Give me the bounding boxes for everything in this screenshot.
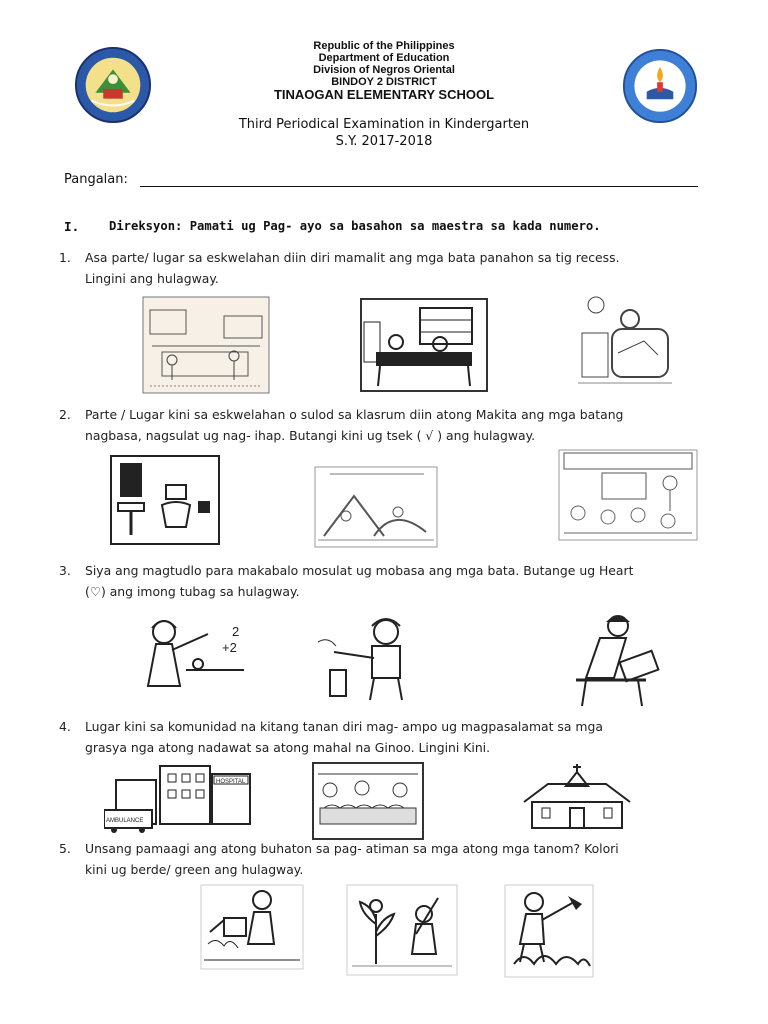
carpenter-picture[interactable] [556, 606, 662, 712]
library-picture[interactable] [360, 298, 488, 392]
firefighter-picture[interactable] [314, 612, 430, 706]
section-numeral: I. [64, 219, 80, 234]
watering-plants-picture[interactable] [200, 884, 304, 970]
question-line: (♡) ang imong tubag sa hulagway. [85, 584, 300, 599]
name-blank-line[interactable] [140, 186, 698, 187]
church-picture[interactable] [518, 762, 636, 832]
division-line: Division of Negros Oriental [313, 64, 455, 76]
question-number: 3. [59, 563, 71, 578]
school-year: S.Y. 2017-2018 [335, 134, 433, 149]
market-picture[interactable] [312, 762, 424, 840]
question-3 [59, 560, 725, 602]
math-board-top: 2 [232, 624, 240, 639]
canteen-picture[interactable] [142, 296, 270, 394]
question-line: nagbasa, nagsulat ug nag- ihap. Butangi kini ug tsek ( √ ) ang hulagway. [85, 428, 536, 443]
school-name: TINAOGAN ELEMENTARY SCHOOL [273, 87, 495, 102]
gardening-picture[interactable] [346, 884, 458, 976]
question-line: Asa parte/ lugar sa eskwelahan diin diri mamalit ang mga bata panahon sa tig recess. [85, 250, 620, 265]
question-4 [59, 716, 725, 758]
reading-child-picture[interactable] [572, 293, 678, 399]
republic-line: Republic of the Philippines [313, 40, 455, 52]
comfort-room-picture[interactable] [110, 455, 220, 545]
classroom-picture[interactable] [558, 449, 698, 541]
hospital-picture[interactable] [104, 762, 256, 834]
exam-title: Third Periodical Examination in Kindergarten [238, 117, 530, 132]
question-line: Parte / Lugar kini sa eskwelahan o sulod sa klasrum diin atong Makita ang mga batang [85, 407, 624, 422]
question-line: grasya nga atong nadawat sa atong mahal na Ginoo. Lingini Kini. [85, 740, 491, 755]
math-board-bottom: +2 [222, 640, 237, 655]
question-number: 2. [59, 407, 71, 422]
cutting-plants-picture[interactable] [504, 884, 594, 978]
department-line: Department of Education [318, 52, 450, 64]
question-2 [59, 404, 725, 446]
hospital-sign: HOSPITAL [216, 779, 246, 785]
question-number: 1. [59, 250, 71, 265]
question-number: 5. [59, 841, 71, 856]
question-5 [59, 838, 725, 880]
question-number: 4. [59, 719, 71, 734]
question-line: kini ug berde/ green ang hulagway. [85, 862, 304, 877]
district-line: BINDOY 2 DISTRICT [331, 76, 437, 88]
question-1 [59, 247, 725, 289]
name-label: Pangalan: [64, 172, 128, 187]
question-line: Unsang pamaagi ang atong buhaton sa pag- atiman sa mga atong mga tanom? Kolori [85, 841, 619, 856]
teacher-picture[interactable] [134, 614, 246, 696]
ambulance-label: AMBULANCE [106, 818, 144, 824]
section-direction: Direksyon: Pamati ug Pag- ayo sa basahon sa maestra sa kada numero. [109, 219, 601, 233]
question-line: Siya ang magtudlo para makabalo mosulat ug mobasa ang mga bata. Butange ug Heart [85, 563, 634, 578]
question-line: Lingini ang hulagway. [85, 271, 219, 286]
playground-picture[interactable] [314, 466, 438, 548]
question-line: Lugar kini sa komunidad na kitang tanan diri mag- ampo ug magpasalamat sa mga [85, 719, 603, 734]
